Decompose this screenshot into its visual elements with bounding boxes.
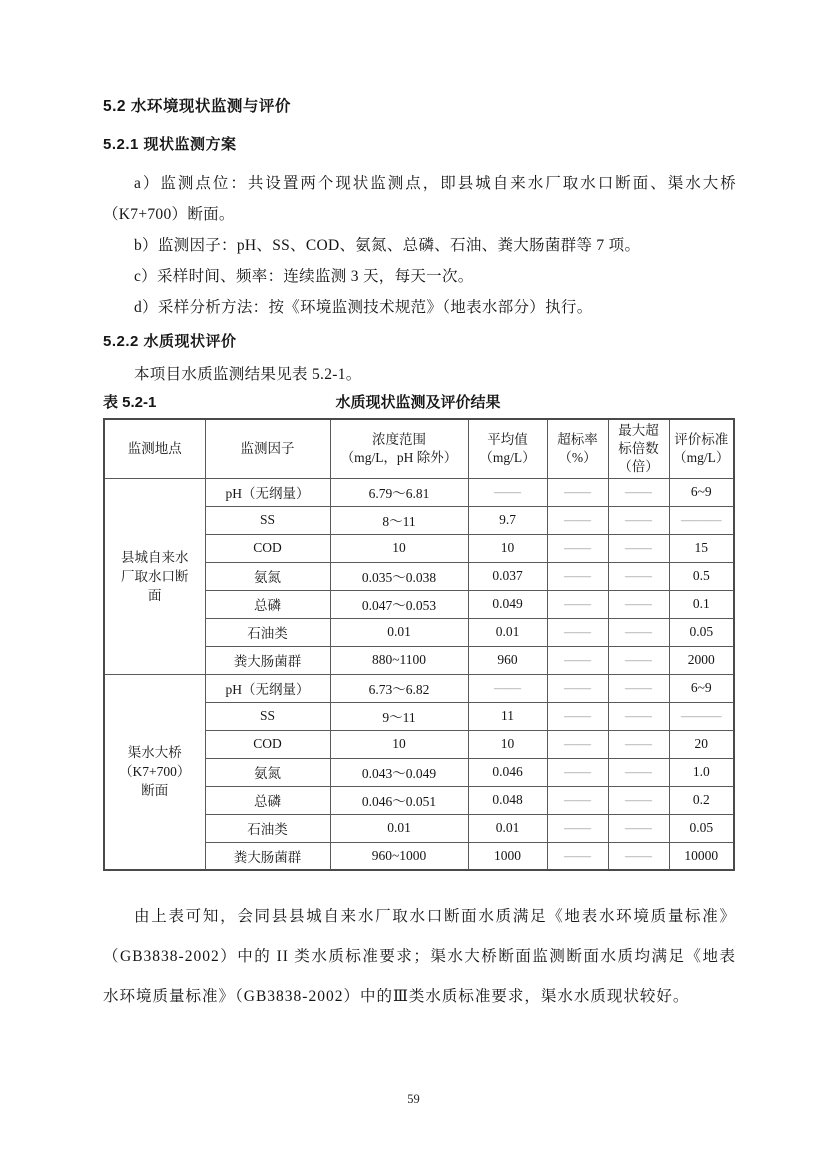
rate-cell: —— bbox=[547, 646, 608, 674]
factor-cell: SS bbox=[205, 506, 330, 534]
range-cell: 8～11 bbox=[330, 506, 468, 534]
rate-cell: —— bbox=[547, 786, 608, 814]
standard-cell: ——— bbox=[669, 506, 734, 534]
rate-cell: —— bbox=[547, 702, 608, 730]
rate-cell: —— bbox=[547, 758, 608, 786]
standard-cell: 1.0 bbox=[669, 758, 734, 786]
multiple-cell: —— bbox=[608, 478, 669, 506]
multiple-cell: —— bbox=[608, 646, 669, 674]
section-heading-5-2: 5.2 水环境现状监测与评价 bbox=[103, 98, 291, 115]
factor-cell: 石油类 bbox=[205, 618, 330, 646]
intro-paragraph: 本项目水质监测结果见表 5.2-1。 bbox=[134, 366, 362, 383]
page-content bbox=[103, 96, 736, 1017]
avg-cell: 960 bbox=[468, 646, 547, 674]
factor-cell: COD bbox=[205, 534, 330, 562]
range-cell: 6.79～6.81 bbox=[330, 478, 468, 506]
rate-cell: —— bbox=[547, 534, 608, 562]
header-location: 监测地点 bbox=[104, 419, 205, 478]
standard-cell: 0.05 bbox=[669, 814, 734, 842]
paragraph-item-a: a）监测点位：共设置两个现状监测点，即县城自来水厂取水口断面、渠水大桥（K7+700）断面。 bbox=[103, 175, 736, 223]
standard-cell: 0.1 bbox=[669, 590, 734, 618]
location-cell-1: 县城自来水 厂取水口断 面 bbox=[104, 478, 205, 674]
multiple-cell: —— bbox=[608, 786, 669, 814]
factor-cell: SS bbox=[205, 702, 330, 730]
rate-cell: —— bbox=[547, 506, 608, 534]
avg-cell: 0.01 bbox=[468, 814, 547, 842]
rate-cell: —— bbox=[547, 730, 608, 758]
standard-cell: 0.5 bbox=[669, 562, 734, 590]
range-cell: 10 bbox=[330, 730, 468, 758]
table-header-row bbox=[104, 419, 734, 478]
avg-cell: 11 bbox=[468, 702, 547, 730]
range-cell: 0.01 bbox=[330, 618, 468, 646]
rate-cell: —— bbox=[547, 814, 608, 842]
standard-cell: 2000 bbox=[669, 646, 734, 674]
conclusion-paragraph: 由上表可知，会同县县城自来水厂取水口断面水质满足《地表水环境质量标准》（GB3838-2002）中的 II 类水质标准要求；渠水大桥断面监测断面水质均满足《地表水环境质量标准》（GB3838-2002）中的Ⅲ类水质标准要求，渠水水质现状较好。 bbox=[103, 908, 736, 1005]
table-row bbox=[104, 674, 734, 702]
paragraph-item-c: c）采样时间、频率：连续监测 3 天，每天一次。 bbox=[134, 268, 474, 285]
rate-cell: —— bbox=[547, 674, 608, 702]
range-cell: 6.73～6.82 bbox=[330, 674, 468, 702]
multiple-cell: —— bbox=[608, 562, 669, 590]
avg-cell: 0.01 bbox=[468, 618, 547, 646]
rate-cell: —— bbox=[547, 618, 608, 646]
standard-cell: 10000 bbox=[669, 842, 734, 870]
range-cell: 9～11 bbox=[330, 702, 468, 730]
header-standard: 评价标准 （mg/L） bbox=[669, 419, 734, 478]
range-cell: 960~1000 bbox=[330, 842, 468, 870]
range-cell: 0.035～0.038 bbox=[330, 562, 468, 590]
table-label: 表 5.2-1 bbox=[103, 394, 157, 411]
multiple-cell: —— bbox=[608, 758, 669, 786]
rate-cell: —— bbox=[547, 590, 608, 618]
factor-cell: COD bbox=[205, 730, 330, 758]
avg-cell: 0.048 bbox=[468, 786, 547, 814]
avg-cell: 0.049 bbox=[468, 590, 547, 618]
header-max-multiple: 最大超 标倍数 （倍） bbox=[608, 419, 669, 478]
range-cell: 0.01 bbox=[330, 814, 468, 842]
section-heading-5-2-2: 5.2.2 水质现状评价 bbox=[103, 333, 237, 350]
table-title: 水质现状监测及评价结果 bbox=[335, 394, 501, 411]
multiple-cell: —— bbox=[608, 842, 669, 870]
header-exceed-rate: 超标率 （%） bbox=[547, 419, 608, 478]
factor-cell: 氨氮 bbox=[205, 562, 330, 590]
section-heading-5-2-1: 5.2.1 现状监测方案 bbox=[103, 136, 237, 153]
avg-cell: 10 bbox=[468, 730, 547, 758]
range-cell: 880~1100 bbox=[330, 646, 468, 674]
rate-cell: —— bbox=[547, 478, 608, 506]
table-row bbox=[104, 478, 734, 506]
avg-cell: 1000 bbox=[468, 842, 547, 870]
multiple-cell: —— bbox=[608, 674, 669, 702]
avg-cell: 0.046 bbox=[468, 758, 547, 786]
multiple-cell: —— bbox=[608, 702, 669, 730]
standard-cell: 6~9 bbox=[669, 478, 734, 506]
header-average: 平均值 （mg/L） bbox=[468, 419, 547, 478]
factor-cell: 粪大肠菌群 bbox=[205, 646, 330, 674]
factor-cell: 石油类 bbox=[205, 814, 330, 842]
header-factor: 监测因子 bbox=[205, 419, 330, 478]
factor-cell: 总磷 bbox=[205, 786, 330, 814]
header-range: 浓度范围 （mg/L，pH 除外） bbox=[330, 419, 468, 478]
rate-cell: —— bbox=[547, 562, 608, 590]
avg-cell: —— bbox=[468, 674, 547, 702]
factor-cell: pH（无纲量） bbox=[205, 478, 330, 506]
page-number: 59 bbox=[407, 1092, 420, 1106]
range-cell: 0.046～0.051 bbox=[330, 786, 468, 814]
standard-cell: 15 bbox=[669, 534, 734, 562]
avg-cell: 0.037 bbox=[468, 562, 547, 590]
water-quality-table bbox=[103, 418, 735, 871]
multiple-cell: —— bbox=[608, 590, 669, 618]
paragraph-item-d: d）采样分析方法：按《环境监测技术规范》（地表水部分）执行。 bbox=[134, 299, 593, 316]
range-cell: 10 bbox=[330, 534, 468, 562]
range-cell: 0.047～0.053 bbox=[330, 590, 468, 618]
avg-cell: 10 bbox=[468, 534, 547, 562]
multiple-cell: —— bbox=[608, 730, 669, 758]
multiple-cell: —— bbox=[608, 534, 669, 562]
table-caption bbox=[103, 392, 733, 414]
factor-cell: 氨氮 bbox=[205, 758, 330, 786]
location-cell-2: 渠水大桥 （K7+700） 断面 bbox=[104, 674, 205, 870]
standard-cell: ——— bbox=[669, 702, 734, 730]
multiple-cell: —— bbox=[608, 814, 669, 842]
multiple-cell: —— bbox=[608, 506, 669, 534]
range-cell: 0.043～0.049 bbox=[330, 758, 468, 786]
avg-cell: 9.7 bbox=[468, 506, 547, 534]
factor-cell: 粪大肠菌群 bbox=[205, 842, 330, 870]
standard-cell: 20 bbox=[669, 730, 734, 758]
multiple-cell: —— bbox=[608, 618, 669, 646]
factor-cell: 总磷 bbox=[205, 590, 330, 618]
factor-cell: pH（无纲量） bbox=[205, 674, 330, 702]
standard-cell: 0.2 bbox=[669, 786, 734, 814]
avg-cell: —— bbox=[468, 478, 547, 506]
paragraph-item-b: b）监测因子：pH、SS、COD、氨氮、总磷、石油、粪大肠菌群等 7 项。 bbox=[134, 237, 641, 254]
standard-cell: 0.05 bbox=[669, 618, 734, 646]
rate-cell: —— bbox=[547, 842, 608, 870]
standard-cell: 6~9 bbox=[669, 674, 734, 702]
